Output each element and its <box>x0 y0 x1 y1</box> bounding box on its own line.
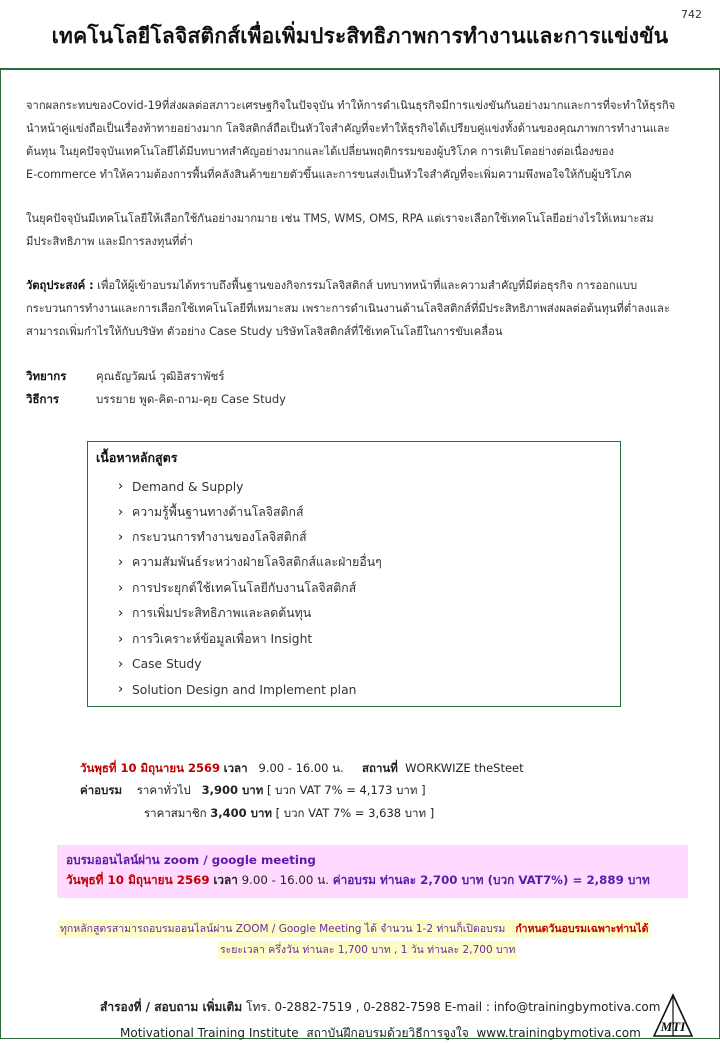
method-row <box>26 391 286 409</box>
fee-label: ค่าอบรม <box>80 783 123 797</box>
speaker-label: วิทยากร <box>26 369 67 383</box>
course-title: เนื้อหาหลักสูตร <box>96 450 178 465</box>
course-item: › ความรู้พื้นฐานทางด้านโลจิสติกส์ <box>118 504 304 520</box>
mti-logo <box>652 993 694 1038</box>
venue-value: WORKWIZE theSteet <box>405 761 524 775</box>
schedule-time-label: เวลา <box>223 761 248 775</box>
speaker-value: คุณธัญวัฒน์ วุฒิอิสราพัชร์ <box>96 369 225 383</box>
chevron-right-icon: › <box>118 631 124 647</box>
online-notice-line: ทุกหลักสูตรสามารถอบรมออนไลน์ผ่าน ZOOM / Google Meeting ได้ จำนวน 1-2 ท่านก็เปิดอบรม กำหนดวันอบรมเฉพาะท่านได้ <box>58 920 650 938</box>
website-link[interactable]: www.trainingbymotiva.com <box>476 1026 641 1040</box>
institute-name: Motivational Training Institute <box>120 1026 299 1040</box>
course-content-box <box>87 441 621 707</box>
tech-line: ในยุคปัจจุบันมีเทคโนโลยีให้เลือกใช้กันอย่างมากมาย เช่น TMS, WMS, OMS, RPA แต่เราจะเลือกใช้เทคโนโลยีอย่างไรให้เหมาะสม <box>26 212 654 225</box>
speaker-row <box>26 368 225 386</box>
intro-line: E-commerce ทำให้ความต้องการพื้นที่คลังสินค้าขยายตัวขึ้นและการขนส่งเป็นหัวใจสำคัญที่จะเพิ่มความพึงพอใจให้กับผู้บริโภค <box>26 168 632 181</box>
intro-line: ต้นทุน ในยุคปัจจุบันเทคโนโลยีได้มีบทบาทสำคัญอย่างมากและได้เปลี่ยนพฤติกรรมของผู้บริโภค การเติบโตอย่างต่อเนื่องของ <box>26 145 614 158</box>
member-price-label: ราคาสมาชิก <box>144 806 207 820</box>
schedule-date: วันพุธที่ 10 มิถุนายน 2569 <box>80 761 220 775</box>
objective-paragraph <box>26 274 694 343</box>
chevron-right-icon: › <box>118 529 124 545</box>
intro-line: จากผลกระทบของCovid-19ที่ส่งผลต่อสภาวะเศรษฐกิจในปัจจุบัน ทำให้การดำเนินธุรกิจมีการแข่งขันกันอย่างมากและการที่จะทำให้ธุรกิจ <box>26 99 676 112</box>
method-value: บรรยาย พูด-คิด-ถาม-คุย Case Study <box>96 392 286 406</box>
schedule-time: 9.00 - 16.00 น. <box>258 761 344 775</box>
pricing-notice-line: ระยะเวลา ครึ่งวัน ท่านละ 1,700 บาท , 1 วัน ท่านละ 2,700 บาท <box>218 941 517 959</box>
chevron-right-icon: › <box>118 656 124 672</box>
course-item: › Demand & Supply <box>118 479 244 495</box>
course-item: › กระบวนการทำงานของโลจิสติกส์ <box>118 529 307 545</box>
fee-member-row <box>144 805 434 823</box>
chevron-right-icon: › <box>118 606 124 622</box>
course-item: › Solution Design and Implement plan <box>118 682 357 698</box>
venue-label: สถานที่ <box>361 761 398 775</box>
chevron-right-icon: › <box>118 682 124 698</box>
contact-details: โทร. 0-2882-7519 , 0-2882-7598 E-mail : info@trainingbymotiva.com <box>246 1000 661 1014</box>
online-fee: ค่าอบรม ท่านละ 2,700 บาท (บวก VAT7%) = 2,889 บาท <box>332 873 650 887</box>
page-title: เทคโนโลยีโลจิสติกส์เพื่อเพิ่มประสิทธิภาพการทำงานและการแข่งขัน <box>51 24 669 48</box>
course-item: › การเพิ่มประสิทธิภาพและลดต้นทุน <box>118 606 312 622</box>
institute-row <box>120 1024 641 1043</box>
objective-line: กระบวนการทำงานและการเลือกใช้เทคโนโลยีที่เหมาะสม เพราะการดำเนินงานด้านโลจิสติกส์ที่มีประสิทธิภาพส่งผลต่อต้นทุนที่ต่ำลงและ <box>26 302 670 315</box>
course-item: › Case Study <box>118 656 202 672</box>
tech-line: มีประสิทธิภาพ และมีการลงทุนที่ต่ำ <box>26 235 193 248</box>
course-item: › การประยุกต์ใช้เทคโนโลยีกับงานโลจิสติกส์ <box>118 580 357 596</box>
online-date: วันพุธที่ 10 มิถุนายน 2569 <box>66 873 210 887</box>
general-price: 3,900 บาท <box>201 783 264 797</box>
online-heading: อบรมออนไลน์ผ่าน zoom / google meeting <box>66 853 316 867</box>
chevron-right-icon: › <box>118 580 124 596</box>
course-list <box>118 474 382 703</box>
institute-name-thai: สถาบันฝึกอบรมด้วยวิธีการจูงใจ <box>306 1026 469 1040</box>
intro-line: นำหน้าคู่แข่งถือเป็นเรื่องท้าทายอย่างมาก โลจิสติกส์ถือเป็นหัวใจสำคัญที่จะทำให้ธุรกิจได้เปรียบคู่แข่งทั้งด้านของคุณภาพการทำงานและ <box>26 122 670 135</box>
objective-line: สามารถเพิ่มกำไรให้กับบริษัท ตัวอย่าง Case Study บริษัทโลจิสติกส์ที่ใช้เทคโนโลยีในการขับเคลื่อน <box>26 325 503 338</box>
page-number: 742 <box>681 8 702 21</box>
method-label: วิธีการ <box>26 392 60 406</box>
technology-paragraph <box>26 207 694 253</box>
contact-label: สำรองที่ / สอบถาม เพิ่มเติม <box>100 1000 243 1014</box>
schedule-date-row <box>80 760 524 778</box>
chevron-right-icon: › <box>118 479 124 495</box>
course-item: › ความสัมพันธ์ระหว่างฝ่ายโลจิสติกส์และฝ่ายอื่นๆ <box>118 555 382 571</box>
objective-label: วัตถุประสงค์ : <box>26 279 94 292</box>
online-time-label: เวลา <box>213 873 238 887</box>
logo-text: MTI <box>660 1019 686 1034</box>
contact-row <box>100 998 660 1017</box>
fee-general-row <box>80 782 426 800</box>
chevron-right-icon: › <box>118 504 124 520</box>
general-price-vat: [ บวก VAT 7% = 4,173 บาท ] <box>267 783 426 797</box>
member-price-vat: [ บวก VAT 7% = 3,638 บาท ] <box>275 806 435 820</box>
objective-line: เพื่อให้ผู้เข้าอบรมได้ทราบถึงพื้นฐานของกิจกรรมโลจิสติกส์ บทบาทหน้าที่และความสำคัญที่มีต่อธุรกิจ การออกแบบ <box>93 279 638 292</box>
online-details-row <box>66 870 679 890</box>
member-price: 3,400 บาท <box>210 806 272 820</box>
general-price-label: ราคาทั่วไป <box>136 783 191 797</box>
custom-date-notice: กำหนดวันอบรมเฉพาะท่านได้ <box>515 923 649 935</box>
chevron-right-icon: › <box>118 555 124 571</box>
header <box>0 0 720 70</box>
intro-paragraph <box>26 94 694 186</box>
online-time: 9.00 - 16.00 น. <box>241 873 329 887</box>
online-training-box <box>57 845 688 898</box>
course-item: › การวิเคราะห์ข้อมูลเพื่อหา Insight <box>118 631 313 647</box>
